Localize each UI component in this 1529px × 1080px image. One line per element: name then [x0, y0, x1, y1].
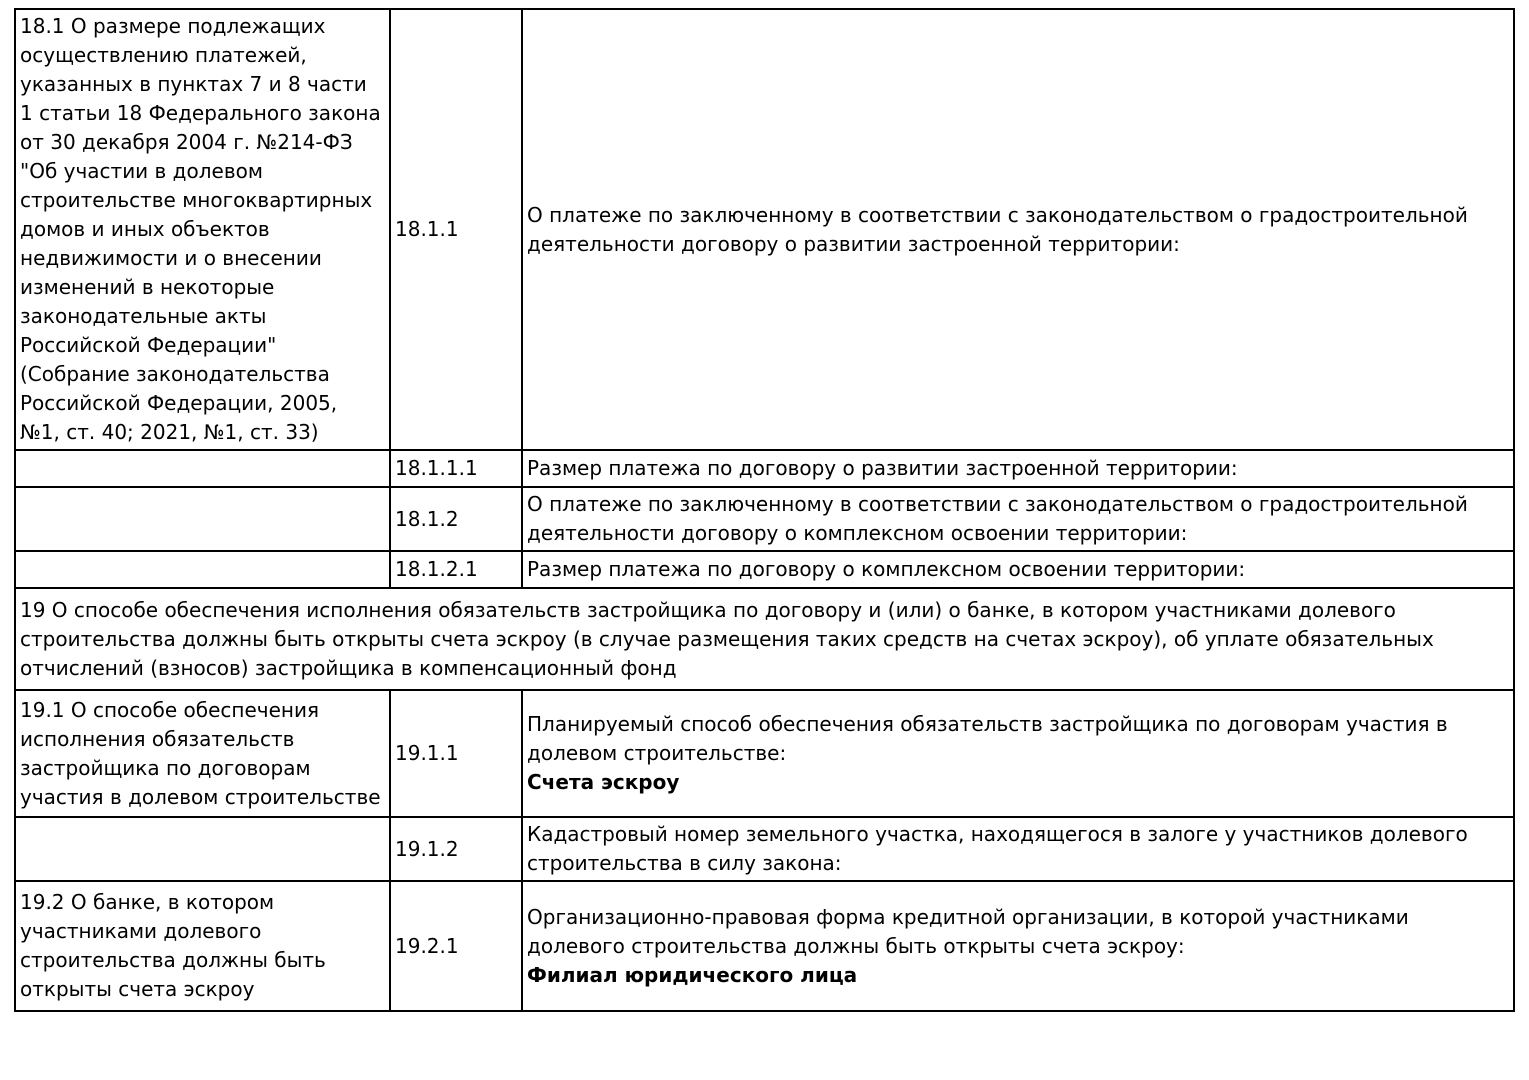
item-text-18-1-1 [522, 9, 1514, 450]
item-value: Счета эскроу [527, 770, 680, 794]
section-header-row [15, 588, 1514, 690]
topic-cell-19-2: 19.2 О банке, в котором участниками долевого строительства должны быть открыты счета эскроу [15, 881, 390, 1011]
topic-cell-18-1: 18.1 О размере подлежащих осуществлению платежей, указанных в пунктах 7 и 8 части 1 статьи 18 Федерального закона от 30 декабря 2004 г. №214-ФЗ "Об участии в долевом строительстве многоквартирных домов и иных объектов недвижимости и о внесении изменений в некоторые законодательные акты Российской Федерации" (Собрание законодательства Российской Федерации, 2005, №1, ст. 40; 2021, №1, ст. 33) [15, 9, 390, 450]
item-label: Кадастровый номер земельного участка, находящегося в залоге у участников долевого строительства в силу закона: [527, 822, 1468, 875]
table-row [15, 450, 1514, 487]
table-row [15, 551, 1514, 588]
item-number-19-2-1: 19.2.1 [390, 881, 522, 1011]
item-number-18-1-1-1: 18.1.1.1 [390, 450, 522, 487]
section-title-19: 19 О способе обеспечения исполнения обязательств застройщика по договору и (или) о банке, в котором участниками долевого строительства должны быть открыты счета эскроу (в случае размещения таких средств на счетах эскроу), об уплате обязательных отчислений (взносов) застройщика в компенсационный фонд [15, 588, 1514, 690]
item-label: Размер платежа по договору о комплексном освоении территории: [527, 557, 1246, 581]
topic-cell-empty [15, 817, 390, 881]
item-text-19-1-2 [522, 817, 1514, 881]
item-number-19-1-1: 19.1.1 [390, 690, 522, 817]
item-value: Филиал юридического лица [527, 962, 858, 987]
item-number-18-1-2: 18.1.2 [390, 487, 522, 551]
item-label: О платеже по заключенному в соответствии с законодательством о градостроительной деятельности договору о развитии застроенной территории: [527, 202, 1468, 256]
item-number-19-1-2: 19.1.2 [390, 817, 522, 881]
table-row [15, 881, 1514, 1011]
item-text-19-2-1 [522, 881, 1514, 1011]
topic-cell-19-1: 19.1 О способе обеспечения исполнения обязательств застройщика по договорам участия в долевом строительстве [15, 690, 390, 817]
item-number-18-1-1: 18.1.1 [390, 9, 522, 450]
topic-cell-empty [15, 487, 390, 551]
item-label: Планируемый способ обеспечения обязательств застройщика по договорам участия в долевом строительстве: [527, 712, 1448, 765]
item-text-18-1-2 [522, 487, 1514, 551]
topic-cell-empty [15, 450, 390, 487]
item-label: Размер платежа по договору о развитии застроенной территории: [527, 456, 1238, 480]
table-row [15, 817, 1514, 881]
item-text-19-1-1 [522, 690, 1514, 817]
declaration-table [14, 8, 1515, 1012]
table-row [15, 487, 1514, 551]
document-page [14, 8, 1515, 1012]
table-row [15, 690, 1514, 817]
item-text-18-1-1-1 [522, 450, 1514, 487]
item-text-18-1-2-1 [522, 551, 1514, 588]
item-label: Организационно-правовая форма кредитной организации, в которой участниками долевого строительства должны быть открыты счета эскроу: [527, 904, 1409, 958]
item-label: О платеже по заключенному в соответствии с законодательством о градостроительной деятельности договору о комплексном освоении территории: [527, 492, 1468, 545]
topic-cell-empty [15, 551, 390, 588]
item-number-18-1-2-1: 18.1.2.1 [390, 551, 522, 588]
table-row [15, 9, 1514, 450]
